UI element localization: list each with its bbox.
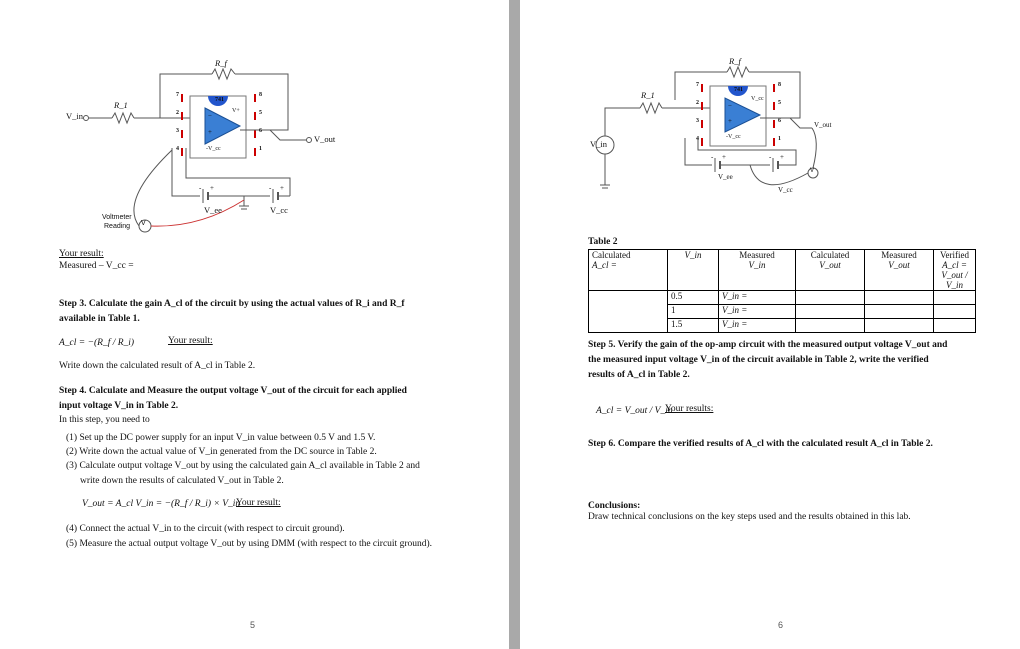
battery-plus-sign: + [210, 184, 214, 192]
step4-heading: Step 4. Calculate and Measure the output voltage V_out of the circuit for each applied [59, 386, 407, 396]
circuit-diagram-dmm [520, 0, 1020, 210]
table-cell [589, 319, 668, 333]
table-cell: 1 [668, 305, 719, 319]
table-cell: V_in = [719, 305, 796, 319]
pin-number: 7 [696, 82, 699, 88]
voltmeter-symbol: V [141, 220, 146, 227]
pin-marker [701, 84, 703, 92]
pin-number: 2 [176, 110, 179, 116]
your-result-label: Your result: [59, 249, 104, 259]
pin-marker [254, 112, 256, 120]
rf-label: R_f [729, 56, 741, 66]
step5-heading: the measured input voltage V_in of the circuit available in Table 2, write the verified [588, 355, 929, 365]
vminus-label: -V_cc [206, 146, 221, 152]
pin-number: 5 [778, 100, 781, 106]
pin-number: 6 [778, 118, 781, 124]
table-header-cell: Measured V_out [865, 250, 934, 291]
table-cell [796, 319, 865, 333]
table-header-cell: Measured V_in [719, 250, 796, 291]
table-cell [796, 291, 865, 305]
opamp-minus-input: − [728, 102, 732, 110]
pin-marker [254, 94, 256, 102]
vout-terminal [307, 138, 312, 143]
pin-number: 1 [259, 146, 262, 152]
measured-vcc-label: Measured – V_cc = [59, 261, 134, 271]
your-result-label: Your result: [236, 498, 281, 508]
vplus-label: V+ [232, 108, 240, 114]
table-row [589, 305, 976, 319]
vin-label: V_in [590, 139, 607, 149]
table-cell [865, 305, 934, 319]
pin-marker [254, 130, 256, 138]
battery-plus-sign: + [780, 153, 784, 161]
vcc-label: V_cc [270, 205, 288, 215]
table-header-cell: V_in [668, 250, 719, 291]
pin-number: 4 [696, 136, 699, 142]
pin-marker [773, 84, 775, 92]
table-header-cell: Calculated A_cl = [589, 250, 668, 291]
table-cell [934, 319, 976, 333]
vplus-label: V_cc [751, 96, 764, 102]
pin-number: 3 [176, 128, 179, 134]
opamp-minus-input: − [208, 112, 212, 120]
pin-marker [701, 138, 703, 146]
ground-wire [685, 138, 698, 165]
step4-item: (3) Calculate output voltage V_out by using the calculated gain A_cl available in Table 2 and [66, 461, 420, 471]
your-result-label: Your result: [168, 336, 213, 346]
voltmeter-label: Voltmeter [102, 214, 132, 221]
vin-label: V_in [66, 111, 83, 121]
step6-heading: Step 6. Compare the verified results of A_cl with the calculated result A_cl in Table 2. [588, 439, 933, 449]
vminus-label: -V_cc [726, 134, 741, 140]
document-page-6 [520, 0, 1020, 649]
pin-number: 8 [259, 92, 262, 98]
battery-plus-sign: + [722, 153, 726, 161]
vout-wire [240, 130, 306, 140]
table-cell: V_in = [719, 319, 796, 333]
dmm-symbol: V [810, 168, 815, 174]
conclusions-text: Draw technical conclusions on the key steps used and the results obtained in this lab. [588, 512, 911, 522]
pin-marker [701, 102, 703, 110]
pin-number: 8 [778, 82, 781, 88]
pin-marker [181, 130, 183, 138]
rf-resistor [212, 69, 235, 79]
battery-minus-sign: - [711, 153, 714, 161]
opamp-label: 741 [734, 87, 743, 93]
vout-wire [760, 118, 812, 128]
pin-marker [773, 120, 775, 128]
voltmeter-probe-lead [151, 200, 244, 226]
step4-item: (4) Connect the actual V_in to the circuit (with respect to circuit ground). [66, 524, 345, 534]
pin-number: 3 [696, 118, 699, 124]
step4-item: (2) Write down the actual value of V_in generated from the DC source in Table 2. [66, 447, 377, 457]
pin-marker [773, 102, 775, 110]
step4-item: (5) Measure the actual output voltage V_out by using DMM (with respect to the circuit ground). [66, 539, 433, 549]
step4-heading: input voltage V_in in Table 2. [59, 401, 179, 411]
page-number: 6 [778, 620, 784, 630]
r1-label: R_1 [641, 90, 655, 100]
table-header-row [589, 250, 976, 291]
r1-label: R_1 [114, 100, 128, 110]
vee-label: V_ee [718, 173, 733, 181]
battery-minus-sign: - [269, 184, 272, 192]
pin-marker [773, 138, 775, 146]
table-header-cell: Calculated V_out [796, 250, 865, 291]
table-cell [589, 305, 668, 319]
table-cell: 1.5 [668, 319, 719, 333]
voltmeter-label: Reading [104, 223, 131, 230]
table-cell: V_in = [719, 291, 796, 305]
table-cell [796, 305, 865, 319]
pin-number: 2 [696, 100, 699, 106]
results-table [588, 249, 976, 333]
step3-instruction: Write down the calculated result of A_cl in Table 2. [59, 361, 256, 371]
pin-number: 5 [259, 110, 262, 116]
pin-marker [181, 148, 183, 156]
table-title: Table 2 [588, 237, 618, 247]
vout-label: V_out [314, 134, 336, 144]
vout-label: V_out [814, 121, 832, 129]
table-cell: 0.5 [668, 291, 719, 305]
opamp-label: 741 [215, 97, 224, 103]
vcc-label: V_cc [778, 186, 793, 194]
table-row [589, 291, 976, 305]
table-cell [934, 291, 976, 305]
pin-number: 4 [176, 146, 179, 152]
step3-heading: available in Table 1. [59, 314, 140, 324]
vin-terminal [84, 116, 89, 121]
table-cell [865, 291, 934, 305]
pin-marker [254, 148, 256, 156]
battery-plus-sign: + [280, 184, 284, 192]
step4-item: write down the results of calculated V_out in Table 2. [80, 476, 284, 486]
voltmeter-probe-lead [134, 150, 172, 226]
r1-resistor [640, 103, 662, 113]
your-results-label: Your results: [665, 404, 714, 414]
pin-marker [181, 112, 183, 120]
pin-marker [181, 94, 183, 102]
battery-minus-sign: - [769, 153, 772, 161]
battery-minus-sign: - [199, 184, 202, 192]
table-header-cell: Verified A_cl = V_out / V_in [934, 250, 976, 291]
r1-resistor [112, 113, 134, 123]
step3-heading: Step 3. Calculate the gain A_cl of the circuit by using the actual values of R_i and R_f [59, 299, 405, 309]
opamp-plus-input: + [728, 117, 732, 125]
opamp-plus-input: + [208, 128, 212, 136]
table-cell [865, 319, 934, 333]
rf-resistor [727, 67, 749, 77]
vee-label: V_ee [204, 205, 222, 215]
table-row [589, 319, 976, 333]
formula-acl: A_cl = −(R_f / R_i) [59, 338, 135, 348]
dmm-probe-lead [812, 128, 816, 168]
page-number: 5 [250, 620, 256, 630]
table-cell [934, 305, 976, 319]
step5-heading: Step 5. Verify the gain of the op-amp circuit with the measured output voltage V_out and [588, 340, 948, 350]
pin-marker [701, 120, 703, 128]
pin-number: 1 [778, 136, 781, 142]
step4-item: (1) Set up the DC power supply for an input V_in value between 0.5 V and 1.5 V. [66, 433, 376, 443]
circuit-diagram-voltmeter [0, 0, 509, 260]
pin-number: 6 [259, 128, 262, 134]
document-page-5 [0, 0, 509, 649]
table-cell [589, 291, 668, 305]
formula-vout: V_out = A_cl V_in = −(R_f / R_i) × V_in [82, 499, 241, 509]
step5-heading: results of A_cl in Table 2. [588, 370, 690, 380]
rf-label: R_f [215, 58, 227, 68]
formula-verify: A_cl = V_out / V_in [596, 406, 673, 416]
pin-number: 7 [176, 92, 179, 98]
conclusions-heading: Conclusions: [588, 501, 641, 511]
step4-intro: In this step, you need to [59, 415, 150, 425]
